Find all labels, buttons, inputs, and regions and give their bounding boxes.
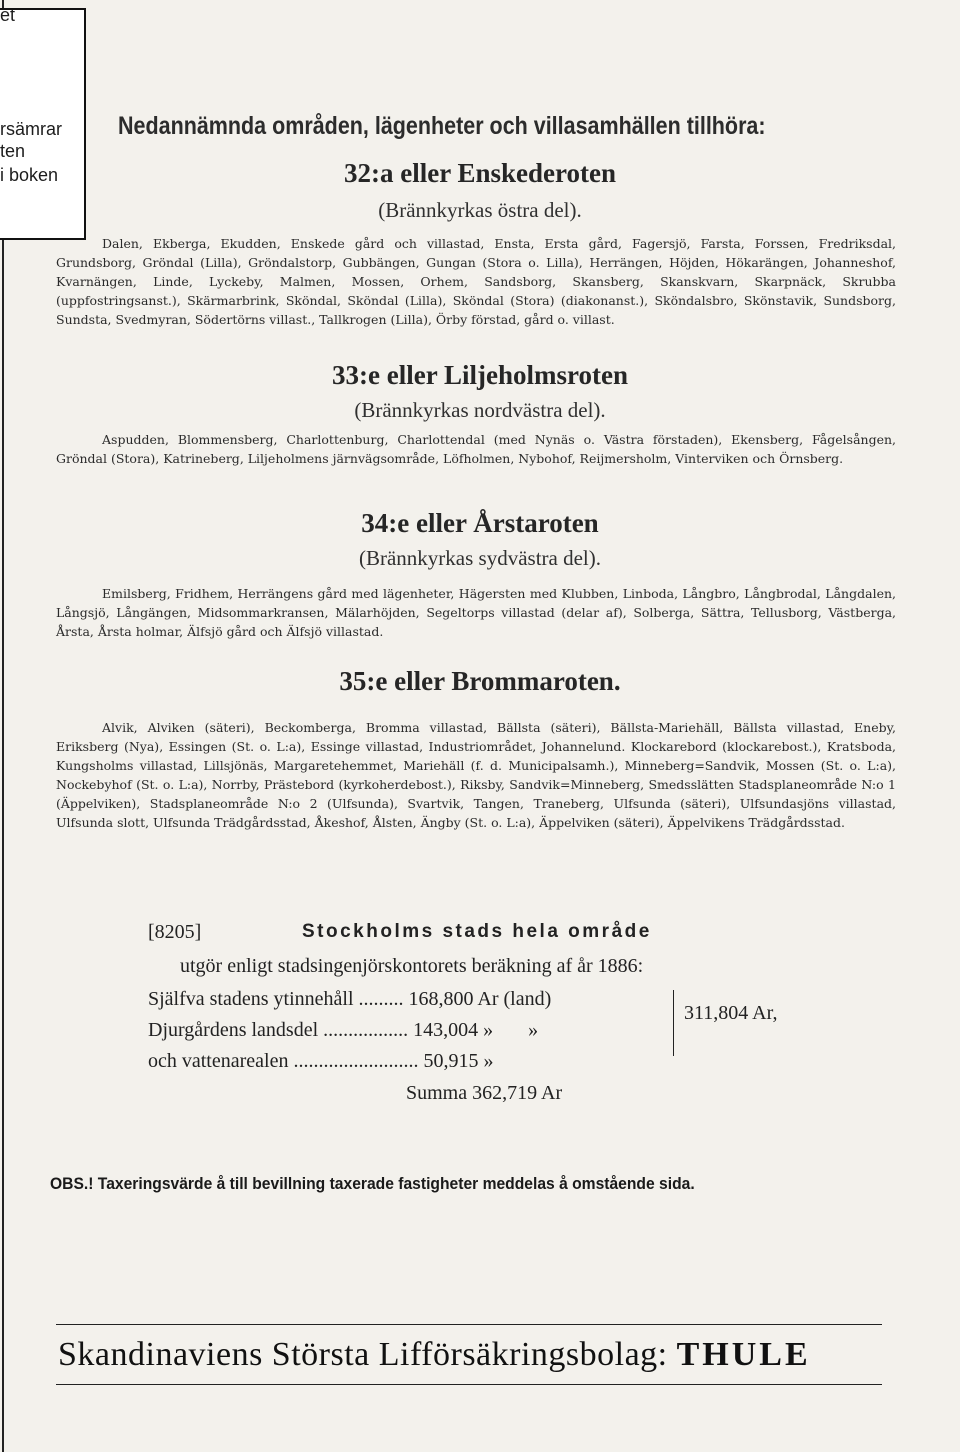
area-heading: Stockholms stads hela område xyxy=(302,921,652,942)
area-row-label: Själfva stadens ytinnehåll xyxy=(148,988,354,1010)
obs-note xyxy=(50,1174,695,1194)
banner-rule-top xyxy=(56,1324,882,1325)
area-brace xyxy=(673,990,680,1056)
area-row-dots: ................. xyxy=(318,1019,409,1041)
area-row-water xyxy=(148,1050,493,1073)
section-34-title: 34:e eller Årstaroten xyxy=(361,508,599,538)
area-row-value: 143,004 xyxy=(413,1019,479,1041)
area-row-value: 50,915 xyxy=(423,1050,479,1072)
area-ref-number: [8205] xyxy=(148,921,202,943)
section-32-body: Dalen, Ekberga, Ekudden, Enskede gård och villastad, Ensta, Ersta gård, Fagersjö, Farsta, Forssen, Fredriksdal, Grundsborg, Gröndal (Lilla), Gröndalstorp, Gubbängen, Gungan (Stora o. Lilla), Herrängen, Höjden, Hökarängen, Johanneshof, Kvarnängen, Linde, Lyckeby, Malmen, Mossen, Orhem, Sandsborg, Skansberg, Skanskvarn, Skarpnäck, Skrubba (uppfostringsanst.), Skärmarbrink, Sköndal, Sköndal (Lilla), Sköndal (Stora) (diakonanst.), Sköndalsbro, Skönstavik, Sundsborg, Sundsta, Svedmyran, Södertörns villast., Tallkrogen (Lilla), Örby förstad, gård o. villast. xyxy=(56,236,896,327)
overlay-line-1: et xyxy=(0,8,16,25)
area-brace-total: 311,804 Ar, xyxy=(684,1002,778,1024)
area-row-dots: ......................... xyxy=(288,1050,419,1072)
banner-rule-bottom xyxy=(56,1384,882,1385)
section-34-body: Emilsberg, Fridhem, Herrängens gård med lägenheter, Hägersten med Klubben, Linboda, Långbro, Långbrodal, Långdalen, Långsjö, Långängen, Midsommarkransen, Mälarhöjden, Segeltorps villastad (delar af), Solberga, Sättra, Tellusborg, Västberga, Årsta, Årsta holmar, Älfsjö gård och Älfsjö villastad. xyxy=(56,586,896,639)
area-row-unit: » xyxy=(483,1050,494,1072)
thule-banner xyxy=(58,1336,882,1374)
section-35-title: 35:e eller Brommaroten. xyxy=(339,666,621,696)
section-35-body: Alvik, Alviken (säteri), Beckomberga, Bromma villastad, Bällsta (säteri), Bällsta-Mariehäll, Bällsta villastad, Eneby, Eriksberg (Nya), Essingen (St. o. L:a), Essinge villastad, Industriområdet, Johannelund. Klockarebord (klockarebost.), Kratsboda, Kungsholms villastad, Lillsjönäs, Margaretehemmet, Mariehäll (f. d. Municipalsamh.), Minneberg=Sandvik, Mossen (St. o. L:a), Nockebyhof (St. o. L:a), Norrby, Prästebord (kyrkoherdebost.), Riksby, Sandvik=Minneberg, Smedsslätten Stadsplaneområde N:o 1 (Äppelviken), Stadsplaneområde N:o 2 (Ulfsunda), Svartvik, Tangen, Traneberg, Ulfsunda (säteri), Ulfsundasjöns villastad, Ulfsunda slott, Ulfsunda Trädgårdsstad, Åkeshof, Ålsten, Ängby (St. o. L:a), Äppelviken (säteri), Äppelvikens Trädgårdsstad. xyxy=(56,720,896,830)
section-32-subtitle: (Brännkyrkas östra del). xyxy=(378,198,582,222)
area-row-value: 168,800 xyxy=(408,988,474,1010)
area-row-dots: ......... xyxy=(353,988,404,1010)
banner-text: Skandinaviens Största Lifförsäkringsbolag: xyxy=(58,1336,668,1373)
area-row-unit: Ar (land) xyxy=(477,988,552,1010)
section-33-title: 33:e eller Liljeholmsroten xyxy=(332,360,628,390)
section-32-title: 32:a eller Enskederoten xyxy=(344,158,616,188)
overlay-line-2: rsämrar xyxy=(0,119,62,139)
obs-text: Taxeringsvärde å till bevillning taxerade fastigheter meddelas å omstående sida. xyxy=(97,1174,695,1193)
section-33-body: Aspudden, Blommensberg, Charlottenburg, Charlottendal (med Nynäs o. Västra förstaden), Ekensberg, Fågelsången, Gröndal (Stora), Katrineberg, Liljeholmens järnvägsområde, Löfholmen, Nybohof, Reijmersholm, Vinterviken och Örnsberg. xyxy=(56,432,896,466)
area-row-label: och vattenarealen xyxy=(148,1050,289,1072)
area-sum: Summa 362,719 Ar xyxy=(406,1082,563,1104)
area-row-city xyxy=(148,988,551,1011)
page-heading: Nedannämnda områden, lägenheter och villasamhällen tillhöra: xyxy=(118,112,766,140)
section-33-subtitle: (Brännkyrkas nordvästra del). xyxy=(354,398,606,422)
area-intro: utgör enligt stadsingenjörskontorets beräkning af år 1886: xyxy=(180,955,644,977)
area-row-djurgarden xyxy=(148,1019,538,1042)
overlay-line-4: i boken xyxy=(0,165,59,185)
section-34-subtitle: (Brännkyrkas sydvästra del). xyxy=(358,546,601,570)
area-row-unit: » » xyxy=(483,1019,539,1041)
area-row-label: Djurgårdens landsdel xyxy=(148,1019,319,1041)
banner-brand: THULE xyxy=(676,1336,811,1373)
obs-label: OBS.! xyxy=(50,1174,94,1193)
overlay-line-3: ten xyxy=(0,141,26,161)
